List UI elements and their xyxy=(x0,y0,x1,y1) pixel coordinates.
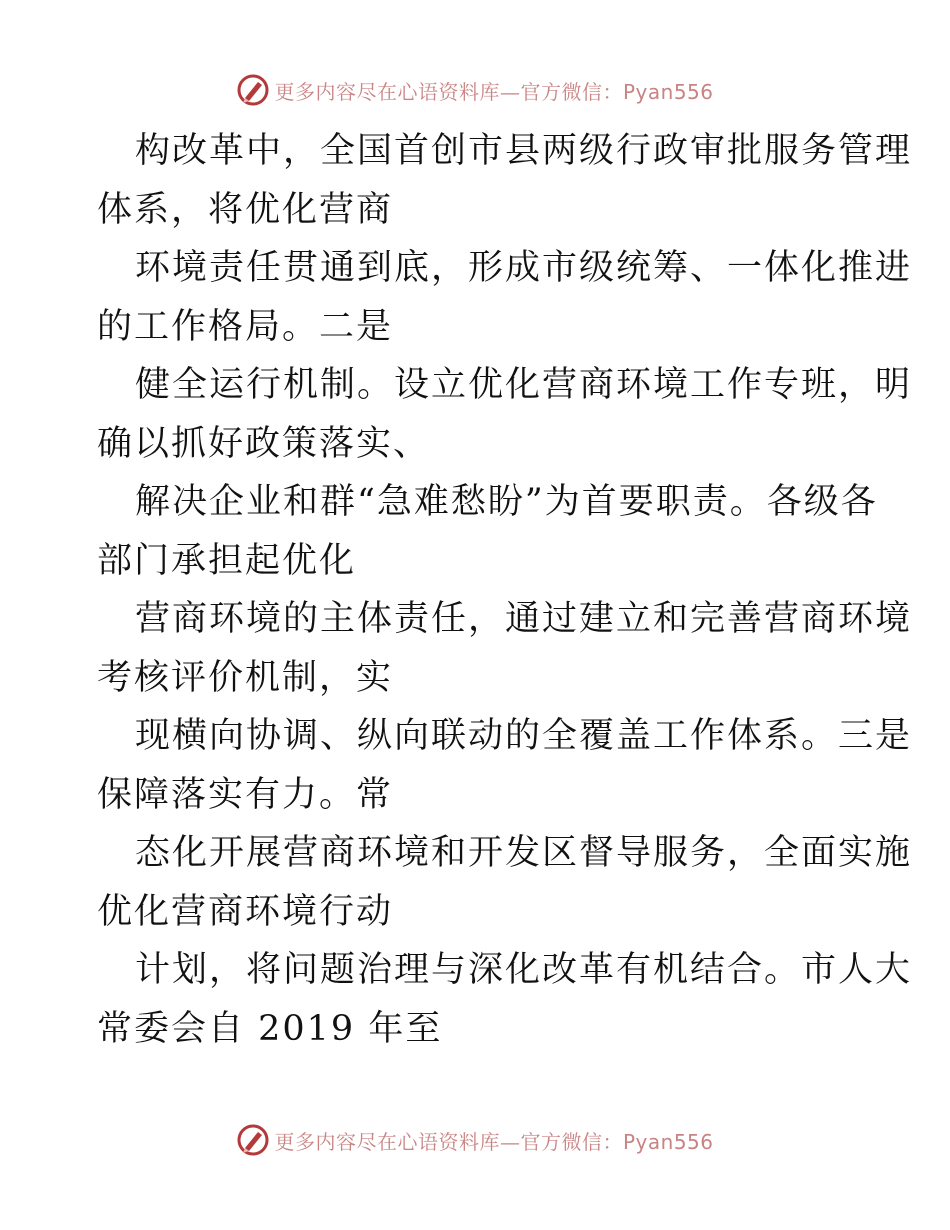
header-banner xyxy=(0,70,950,110)
body-line: 解决企业和群“急难愁盼”为首要职责。各级各 xyxy=(135,482,878,522)
footer-banner xyxy=(0,1120,950,1160)
body-line: 保障落实有力。常 xyxy=(97,774,394,815)
body-line: 考核评价机制，实 xyxy=(97,657,394,698)
footer-separator: — xyxy=(499,1129,521,1154)
body-line: 构改革中，全国首创市县两级行政审批服务管理 xyxy=(135,131,913,171)
body-line: 确以抓好政策落实、 xyxy=(97,423,431,464)
header-wechat-id: Pyan556 xyxy=(622,79,714,104)
footer-site-text: 更多内容尽在心语资料库 xyxy=(274,1129,500,1154)
body-line: 部门承担起优化 xyxy=(97,540,357,581)
body-line: 态化开展营商环境和开发区督导服务，全面实施 xyxy=(135,833,913,873)
body-line: 健全运行机制。设立优化营商环境工作专班，明 xyxy=(135,365,913,405)
pen-circle-logo-icon xyxy=(236,73,270,107)
body-line: 体系，将优化营商 xyxy=(97,189,394,230)
header-separator: — xyxy=(499,79,521,104)
footer-wechat-id: Pyan556 xyxy=(622,1129,714,1154)
body-line: 优化营商环境行动 xyxy=(97,891,394,932)
header-site-text: 更多内容尽在心语资料库 xyxy=(274,79,500,104)
body-line: 环境责任贯通到底，形成市级统筹、一体化推进 xyxy=(135,248,913,288)
pen-circle-logo-icon xyxy=(236,1123,270,1157)
footer-text xyxy=(274,1126,713,1155)
body-line: 计划，将问题治理与深化改革有机结合。市人大 xyxy=(135,950,913,990)
body-line: 现横向协调、纵向联动的全覆盖工作体系。三是 xyxy=(135,716,913,756)
body-line: 常委会自 2019 年至 xyxy=(97,1008,443,1049)
header-text xyxy=(274,76,713,105)
footer-wechat-label: 官方微信： xyxy=(520,1129,623,1154)
body-line: 营商环境的主体责任，通过建立和完善营商环境 xyxy=(135,599,913,639)
document-body xyxy=(97,122,913,1058)
header-wechat-label: 官方微信： xyxy=(520,79,623,104)
body-line: 的工作格局。二是 xyxy=(97,306,394,347)
